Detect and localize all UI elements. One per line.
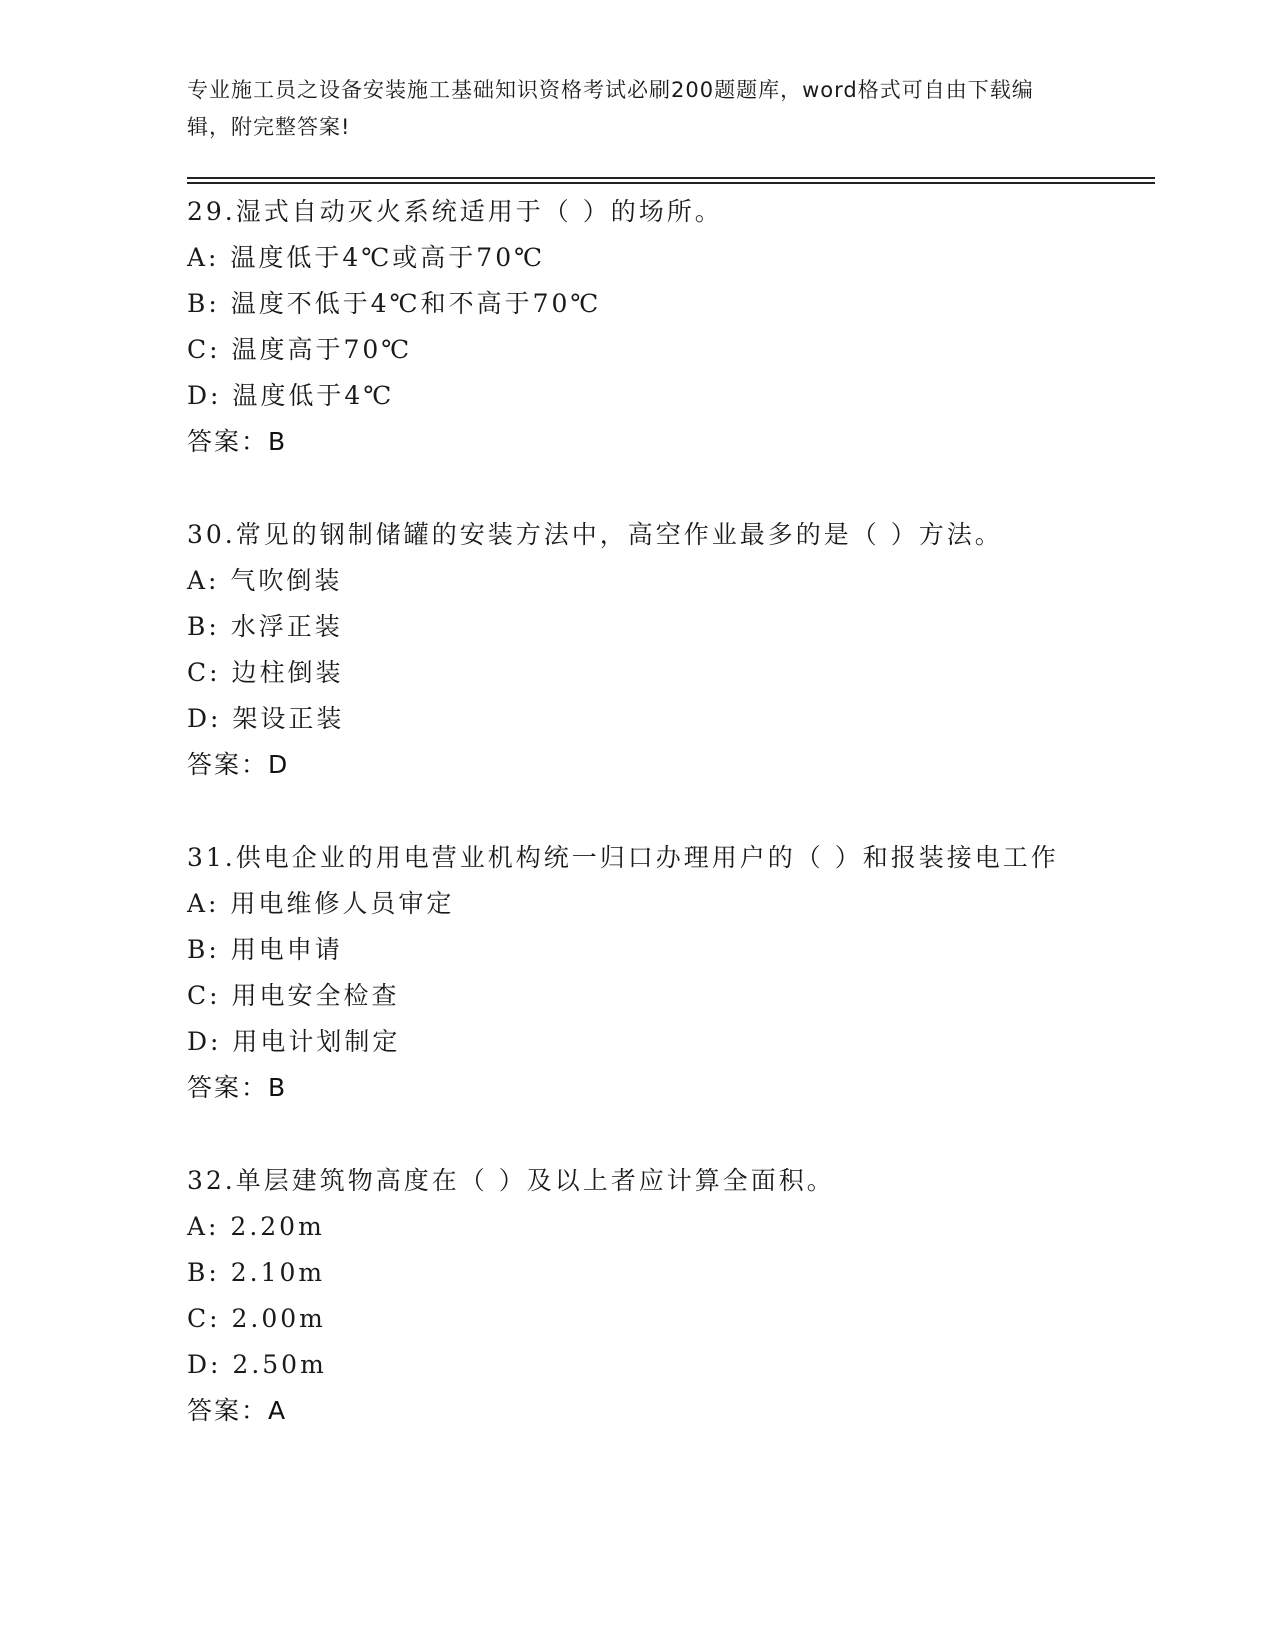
answer-text: 答案：B xyxy=(187,427,288,456)
question-stem: 29.湿式自动灭火系统适用于（ ）的场所。 xyxy=(187,197,723,226)
header-divider-bottom xyxy=(187,182,1155,184)
option-a: A: 2.20m xyxy=(187,1212,325,1241)
question-31 xyxy=(187,835,1067,1111)
option-d: D: 架设正装 xyxy=(187,704,345,733)
option-a: A: 用电维修人员审定 xyxy=(187,889,455,918)
answer-text: 答案：D xyxy=(187,750,290,779)
option-d: D: 温度低于4℃ xyxy=(187,381,395,410)
header-divider-top xyxy=(187,177,1155,179)
answer-text: 答案：B xyxy=(187,1073,288,1102)
option-d: D: 用电计划制定 xyxy=(187,1027,401,1056)
option-b: B: 2.10m xyxy=(187,1258,326,1287)
answer-text: 答案：A xyxy=(187,1396,288,1425)
option-b: B: 温度不低于4℃和不高于70℃ xyxy=(187,289,602,318)
question-32 xyxy=(187,1158,1067,1434)
question-list xyxy=(187,189,1067,1481)
option-a: A: 温度低于4℃或高于70℃ xyxy=(187,243,546,272)
document-header: 专业施工员之设备安装施工基础知识资格考试必刷200题题库，word格式可自由下载编辑，附完整答案! xyxy=(187,78,1034,139)
option-c: C: 温度高于70℃ xyxy=(187,335,413,364)
option-a: A: 气吹倒装 xyxy=(187,566,343,595)
option-b: B: 用电申请 xyxy=(187,935,343,964)
question-stem: 32.单层建筑物高度在（ ）及以上者应计算全面积。 xyxy=(187,1166,835,1195)
option-c: C: 2.00m xyxy=(187,1304,326,1333)
option-d: D: 2.50m xyxy=(187,1350,327,1379)
question-29 xyxy=(187,189,1067,465)
question-stem: 30.常见的钢制储罐的安装方法中，高空作业最多的是（ ）方法。 xyxy=(187,520,1003,549)
question-stem: 31.供电企业的用电营业机构统一归口办理用户的（ ）和报装接电工作 xyxy=(187,843,1059,872)
option-b: B: 水浮正装 xyxy=(187,612,343,641)
question-30 xyxy=(187,512,1067,788)
option-c: C: 用电安全检查 xyxy=(187,981,400,1010)
option-c: C: 边柱倒装 xyxy=(187,658,344,687)
